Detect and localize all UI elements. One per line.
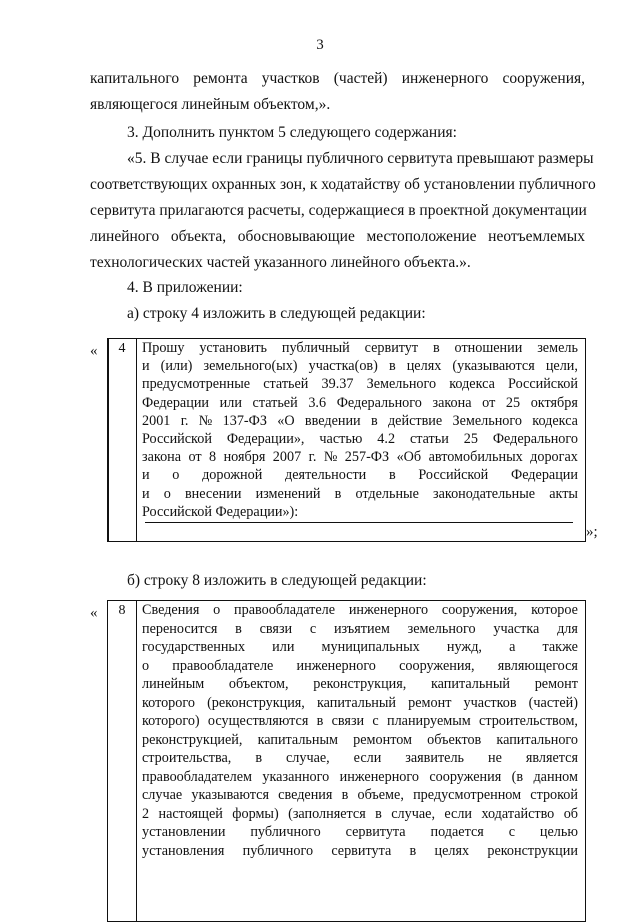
item-3-quote-word: линейного: [90, 228, 160, 245]
table-1-text-word: от: [188, 449, 202, 466]
table-1-text-line: [142, 340, 578, 357]
table-1-text-word: дорогах: [530, 449, 578, 466]
table-2-text-line: [142, 843, 578, 860]
table-2-text-word: в: [375, 805, 382, 822]
table-2-text-word: участков: [463, 694, 517, 711]
table-2-text-word: строительства,: [142, 750, 232, 766]
table-1-text-word: о: [172, 467, 180, 484]
table-2-text-word: случае,: [285, 750, 330, 766]
table-2-text-line: [142, 769, 578, 786]
intro-line: [90, 70, 585, 88]
table-1-text-word: 257-ФЗ: [344, 449, 390, 466]
item-3-quote-line: [90, 228, 585, 246]
table-1-fill-line: [145, 522, 573, 523]
table-2-text-word: сооружения,: [441, 602, 518, 618]
table-2-text-word: с: [309, 620, 317, 637]
table-1-row-number: 4: [108, 339, 137, 541]
table-1-text-line: [142, 431, 578, 448]
table-2-text-word: планируемым: [387, 713, 471, 729]
table-1-text-word: сервитут: [364, 340, 419, 356]
table-1-text-word: целях: [406, 358, 442, 375]
table-2-text-word: которое: [531, 602, 578, 618]
table-2-text-word: целью: [539, 824, 578, 840]
table-2-text-word: земельного: [407, 620, 476, 637]
table-1-text-word: Федерального: [336, 394, 422, 411]
table-2-text-word: (в: [511, 768, 524, 785]
table-1-text-word: Российской: [142, 431, 212, 447]
table-2-text-word: являющегося: [497, 657, 578, 674]
table-2-text-word: (частей): [528, 694, 578, 711]
table-2-text-line: [142, 713, 578, 730]
table-2-text-word: если: [353, 750, 382, 766]
table-1-text-word: г.: [308, 449, 317, 466]
table-1-text-word: Федерального: [492, 431, 578, 447]
table-1-text-word: 3.6: [308, 394, 327, 411]
table-2-text-word: если: [444, 805, 473, 822]
intro-word: инженерного: [401, 70, 489, 87]
table-1-open-quote: «: [90, 343, 98, 359]
table-2-text-word: или: [272, 639, 295, 655]
table-1-text-word: г.: [180, 412, 189, 429]
table-2-text-word: 2: [142, 805, 150, 822]
table-1-text-word: закона: [142, 449, 182, 466]
table-2-text-word: связи: [331, 713, 365, 729]
table-1-text-word: действие: [387, 412, 443, 429]
table-2-text-word: объектом,: [228, 676, 289, 692]
table-2-text-word: капитальный: [316, 694, 397, 711]
table-2-text-word: капитального: [496, 731, 578, 748]
item-3-quote-word: «5. В случае если границы публичного сервитута превышают размеры: [127, 150, 594, 167]
table-1-text-word: отдельные: [355, 485, 419, 502]
table-2-text-line: [142, 750, 578, 767]
table-1-text-word: деятельности: [285, 467, 367, 484]
item-3-heading: 3. Дополнить пунктом 5 следующего содержания:: [127, 124, 457, 141]
table-2-text-word: объеме,: [357, 787, 404, 803]
table-1-text-word: или: [219, 394, 242, 411]
table-1-text-word: (или): [160, 358, 193, 375]
table-1-text-word: статьей: [252, 394, 298, 411]
item-3-quote-word: технологических частей указанного линейного объекта.».: [90, 254, 471, 271]
item-3-quote-line: [90, 254, 585, 272]
table-2-text-word: публичного: [242, 842, 314, 859]
table-2-text-line: [142, 806, 578, 823]
table-2-text-word: подается: [430, 824, 484, 840]
table-2-text-word: капитальный: [430, 676, 511, 692]
table-1-text-word: 4.2: [377, 431, 396, 447]
table-1-text-word: 25: [505, 394, 521, 411]
table-1-text-word: «О: [277, 412, 295, 429]
table-2-text-line: [142, 695, 578, 712]
table-1-text-line: [142, 395, 578, 412]
table-2-text-word: объектов: [427, 731, 482, 748]
table-2-text-word: строительством,: [479, 713, 578, 729]
table-2-text-word: установления: [142, 842, 225, 859]
table-2-text-word: о: [213, 602, 221, 618]
table-1-text-word: ноября: [223, 449, 266, 466]
table-2-text-word: указываются: [191, 787, 269, 803]
table-1-text-word: в: [432, 340, 440, 356]
table-2-text-word: с: [508, 824, 516, 840]
table-1-text-word: 8: [209, 449, 217, 466]
table-2-text-line: [142, 639, 578, 656]
table-2-text-word: не: [487, 750, 502, 766]
table-2-text-word: строкой: [530, 787, 578, 803]
table-2-text-word: о: [142, 657, 150, 674]
table-1-text-word: дорожной: [202, 467, 263, 484]
table-1-text-word: в: [370, 412, 378, 429]
item-3-quote-line: [90, 202, 585, 220]
table-2-text-word: ремонт: [534, 676, 578, 692]
page-number: 3: [316, 37, 324, 53]
table-2-text-word: случае: [142, 787, 183, 803]
table-2-row-number: 8: [108, 601, 137, 921]
table-2-text-word: капитальным: [257, 731, 338, 748]
table-2-text-word: инженерного: [348, 602, 429, 618]
table-2-text-word: сервитута: [345, 824, 406, 840]
table-2-text-word: в: [255, 750, 263, 766]
table-2-text-word: инженерного: [339, 768, 419, 785]
intro-word: являющегося линейным объектом,».: [90, 96, 331, 113]
table-1-text-word: 25: [463, 431, 478, 447]
table-2-text-word: целях: [434, 842, 470, 859]
table-2-text-word: публичного: [250, 824, 321, 840]
intro-word: (частей): [333, 70, 388, 87]
item-3-quote-word: сервитута прилагаются расчеты, содержащиеся в проектной документации: [90, 202, 587, 219]
table-2-text-word: ремонт: [408, 694, 452, 711]
table-2-text-word: (реконструкция,: [207, 694, 305, 711]
table-1-text-word: предусмотренные: [142, 376, 251, 393]
table-1-text-word: «Об: [396, 449, 422, 466]
table-2-text-word: является: [525, 750, 578, 766]
item-4-heading: 4. В приложении:: [127, 279, 243, 296]
table-1-text-word: №: [323, 449, 338, 466]
table-2-text-word: линейным: [142, 676, 205, 692]
table-2-text-line: [142, 732, 578, 749]
table-1-text-word: и: [142, 358, 150, 375]
table-2-text-word: изъятием: [333, 620, 390, 637]
table-2-text-word: муниципальных: [321, 639, 420, 655]
table-1-text-word: и: [142, 467, 150, 484]
table-1-text-word: Российской Федерации»):: [142, 503, 299, 520]
table-1-text-word: Федерации: [510, 467, 578, 484]
table-2-text-word: правообладателе: [234, 602, 336, 618]
item-3-quote-line: [127, 150, 594, 168]
item-3-quote-word: объекта,: [170, 228, 227, 245]
table-1-text-word: установить: [199, 340, 268, 356]
table-2-text-word: настоящей: [158, 805, 223, 822]
table-1-text-line: [142, 504, 578, 521]
table-1-text-word: земель: [537, 340, 578, 356]
item-4b-text: б) строку 8 изложить в следующей редакции:: [127, 572, 427, 589]
table-1-text-word: законодательные: [433, 485, 536, 502]
table-1-text-word: о: [163, 485, 171, 502]
table-1-text-line: [142, 413, 578, 430]
table-2-text-word: реконструкция,: [313, 676, 407, 692]
item-3-quote-word: местоположение: [366, 228, 477, 245]
table-2-text-word: реконструкции: [487, 842, 578, 859]
intro-word: капитального: [90, 70, 180, 87]
table-2-open-quote: «: [90, 605, 98, 621]
table-2-text-word: сооружения,: [399, 657, 475, 674]
table-1-text-word: №: [198, 412, 213, 429]
table-1-text-line: [142, 486, 578, 503]
table-2-text-word: данном: [533, 768, 578, 785]
table-1-text-word: статьи: [409, 431, 449, 447]
table-2-text-word: установлении: [142, 824, 226, 840]
table-2-text-word: случае,: [391, 805, 435, 822]
table-2-text-word: осуществляются: [207, 713, 309, 729]
table-2-text-word: об: [563, 805, 578, 822]
table-1-text-word: земельного(ых): [203, 358, 298, 375]
table-2-text-line: [142, 824, 578, 841]
item-3-quote-word: соответствующих охранных зон, к ходатайству об установлении публичного: [90, 176, 596, 193]
table-1: [107, 338, 586, 542]
table-1-text-word: изменений: [255, 485, 321, 502]
table-2-text-word: участка: [493, 620, 540, 637]
table-2-text-line: [142, 676, 578, 693]
table-1-text-word: октября: [530, 394, 578, 411]
table-2-text-word: связи: [259, 620, 293, 637]
item-3-quote-word: обосновывающие: [237, 228, 355, 245]
table-1-text-line: [142, 467, 578, 484]
table-2-text-word: ремонтом: [353, 731, 413, 748]
table-2-text-word: сервитута: [331, 842, 392, 859]
table-1-text-line: [142, 358, 578, 375]
table-1-text-word: статьей: [263, 376, 309, 393]
table-2-text-word: реконструкцией,: [142, 731, 243, 748]
table-2-text-word: инженерного: [296, 657, 376, 674]
table-1-text-line: [142, 376, 578, 393]
table-2-text-word: сооружения: [429, 768, 502, 785]
table-1-text-word: Земельного: [452, 412, 522, 429]
table-1-text-word: 2001: [142, 412, 171, 429]
intro-line: [90, 96, 585, 114]
table-1-text-line: [142, 449, 578, 466]
table-2-text-line: [142, 621, 578, 638]
table-2-text-word: которого: [142, 694, 195, 711]
table-1-text-word: Российской: [508, 376, 578, 393]
table-1-text-word: (указываются: [452, 358, 535, 375]
table-1-text-word: публичный: [281, 340, 350, 356]
table-1-text-word: Прошу: [142, 340, 185, 356]
table-1-text-word: цели,: [545, 358, 578, 375]
table-1-text-word: внесении: [184, 485, 242, 502]
table-2-text-word: переносится: [142, 620, 218, 637]
intro-word: сооружения,: [502, 70, 585, 87]
table-2-text-word: предусмотренном: [413, 787, 522, 803]
table-2-text-word: формы): [232, 805, 279, 822]
table-1-text-word: и: [142, 485, 150, 502]
table-1-text-word: акты: [549, 485, 578, 502]
table-2-text-word: в: [235, 620, 242, 637]
table-1-text-word: Земельного: [366, 376, 437, 393]
table-1-close-mark: »;: [586, 524, 598, 540]
table-1-text-word: в: [334, 485, 342, 502]
table-2-text-word: которого): [142, 713, 200, 729]
table-1-text-word: Федерации: [142, 394, 210, 411]
table-1-text-word: автомобильных: [428, 449, 523, 466]
table-2-text-word: ходатайство: [481, 805, 555, 822]
table-2-text-word: сведения: [278, 787, 333, 803]
table-2-text-line: [142, 658, 578, 675]
table-2-text-word: нужд,: [446, 639, 482, 655]
table-2-text-word: для: [557, 620, 578, 637]
table-1-text-word: от: [482, 394, 496, 411]
table-2-text-word: правообладателем: [142, 768, 253, 785]
table-1-text-word: кодекса: [532, 412, 578, 429]
table-1-text-word: кодекса: [449, 376, 495, 393]
table-1-text-word: Российской: [418, 467, 489, 484]
table-2-text-word: в: [409, 842, 417, 859]
table-1-text-word: участка(ов): [308, 358, 378, 375]
table-2: [107, 600, 586, 922]
table-1-text-word: в: [388, 467, 396, 484]
intro-word: участков: [261, 70, 320, 87]
table-2-text-word: заявитель: [405, 750, 465, 766]
item-3-quote-line: [90, 176, 596, 194]
table-1-text-word: введении: [304, 412, 361, 429]
table-1-text-word: отношении: [454, 340, 523, 356]
table-2-text-word: в: [341, 787, 349, 803]
table-2-text-word: а: [509, 639, 516, 655]
table-2-text-word: правообладателе: [172, 657, 274, 674]
table-1-text-word: Федерации»,: [226, 431, 305, 447]
table-2-text-word: государственных: [142, 639, 246, 655]
table-2-text-word: с: [372, 713, 379, 729]
table-1-text-word: в: [388, 358, 396, 375]
table-1-text-word: 137-ФЗ: [222, 412, 267, 429]
table-2-text-line: [142, 602, 578, 619]
table-2-text-word: (заполняется: [288, 805, 366, 822]
table-2-text-word: Сведения: [142, 602, 200, 618]
table-2-text-word: в: [316, 713, 324, 729]
table-1-text-word: частью: [319, 431, 363, 447]
table-1-text-word: закона: [432, 394, 472, 411]
table-2-text-word: также: [542, 639, 578, 655]
table-1-text-word: 2007: [272, 449, 302, 466]
item-4a-text: а) строку 4 изложить в следующей редакции:: [127, 305, 426, 322]
table-1-text-word: 39.37: [321, 376, 354, 393]
intro-word: ремонта: [193, 70, 248, 87]
item-3-quote-word: неотъемлемых: [488, 228, 585, 245]
table-2-text-word: указанного: [262, 768, 330, 785]
table-2-text-line: [142, 787, 578, 804]
